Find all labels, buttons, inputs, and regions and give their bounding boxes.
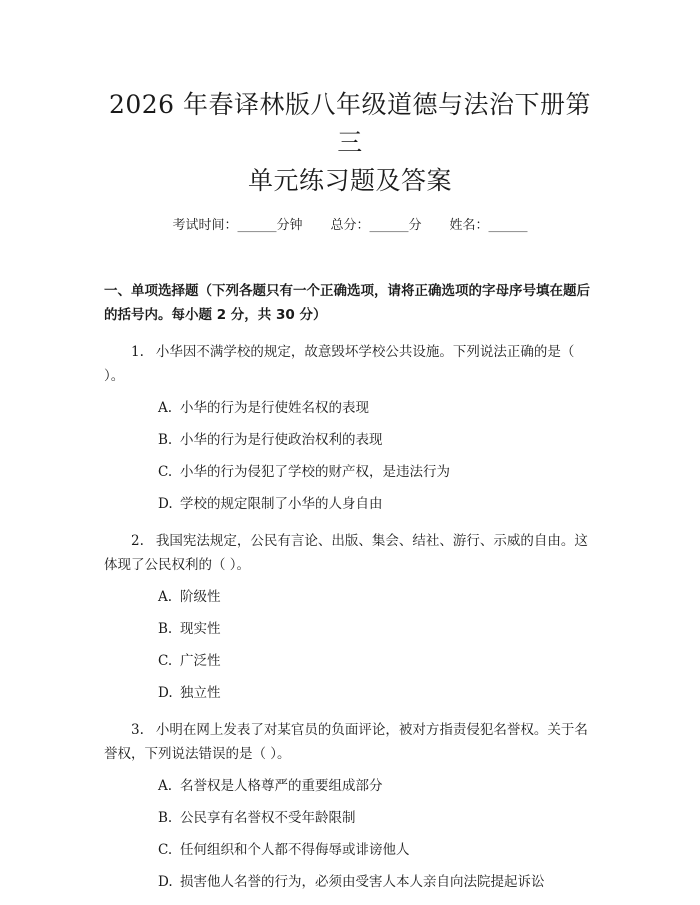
student-name: 姓名：______ (449, 218, 528, 233)
question-number: 1. (131, 344, 144, 360)
option-text: 广泛性 (180, 653, 221, 669)
option-text: 名誉权是人格尊严的重要组成部分 (180, 778, 383, 794)
question-1 (104, 340, 596, 516)
option-a (104, 585, 596, 609)
option-d (104, 681, 596, 705)
option-text: 任何组织和个人都不得侮辱或诽谤他人 (180, 842, 410, 858)
question-text: 小华因不满学校的规定，故意毁坏学校公共设施。下列说法正确的是（ ）。 (104, 344, 575, 384)
option-d (104, 492, 596, 516)
option-text: 公民享有名誉权不受年龄限制 (180, 810, 356, 826)
option-letter: D. (158, 685, 173, 701)
option-text: 损害他人名誉的行为，必须由受害人本人亲自向法院提起诉讼 (180, 874, 545, 890)
document-title (104, 0, 596, 200)
option-text: 小华的行为是行使姓名权的表现 (180, 400, 369, 416)
option-letter: A. (158, 400, 173, 416)
question-number: 3. (131, 722, 144, 738)
option-letter: D. (158, 874, 173, 890)
section-heading: 一、单项选择题（下列各题只有一个正确选项，请将正确选项的字母序号填在题后的括号内。每小题 2 分，共 30 分） (104, 283, 590, 323)
option-text: 独立性 (180, 685, 221, 701)
option-letter: B. (158, 621, 173, 637)
question-3 (104, 718, 596, 894)
option-letter: A. (158, 589, 173, 605)
question-text: 小明在网上发表了对某官员的负面评论，被对方指责侵犯名誉权。关于名誉权，下列说法错误的是（ ）。 (104, 722, 588, 762)
option-a (104, 774, 596, 798)
option-letter: B. (158, 810, 173, 826)
title-line-1: 2026 年春译林版八年级道德与法治下册第三 (108, 90, 592, 157)
question-text: 我国宪法规定，公民有言论、出版、集会、结社、游行、示威的自由。这体现了公民权利的（ ）。 (104, 533, 588, 573)
question-stem (104, 340, 596, 388)
option-text: 学校的规定限制了小华的人身自由 (180, 496, 383, 512)
total-score: 总分：______分 (330, 218, 422, 233)
option-letter: D. (158, 496, 173, 512)
question-number: 2. (131, 533, 144, 549)
option-d (104, 870, 596, 894)
option-letter: A. (158, 778, 173, 794)
option-text: 阶级性 (180, 589, 221, 605)
option-letter: C. (158, 653, 173, 669)
option-b (104, 428, 596, 452)
question-stem (104, 718, 596, 766)
option-a (104, 396, 596, 420)
question-2 (104, 529, 596, 705)
exam-meta (104, 216, 596, 236)
option-c (104, 460, 596, 484)
option-c (104, 838, 596, 862)
option-letter: C. (158, 464, 173, 480)
option-letter: C. (158, 842, 173, 858)
title-line-2: 单元练习题及答案 (247, 166, 452, 195)
option-text: 现实性 (180, 621, 221, 637)
option-letter: B. (158, 432, 173, 448)
option-text: 小华的行为侵犯了学校的财产权，是违法行为 (180, 464, 450, 480)
option-b (104, 806, 596, 830)
question-stem (104, 529, 596, 577)
option-b (104, 617, 596, 641)
exam-time: 考试时间：______分钟 (172, 218, 303, 233)
option-text: 小华的行为是行使政治权利的表现 (180, 432, 383, 448)
option-c (104, 649, 596, 673)
